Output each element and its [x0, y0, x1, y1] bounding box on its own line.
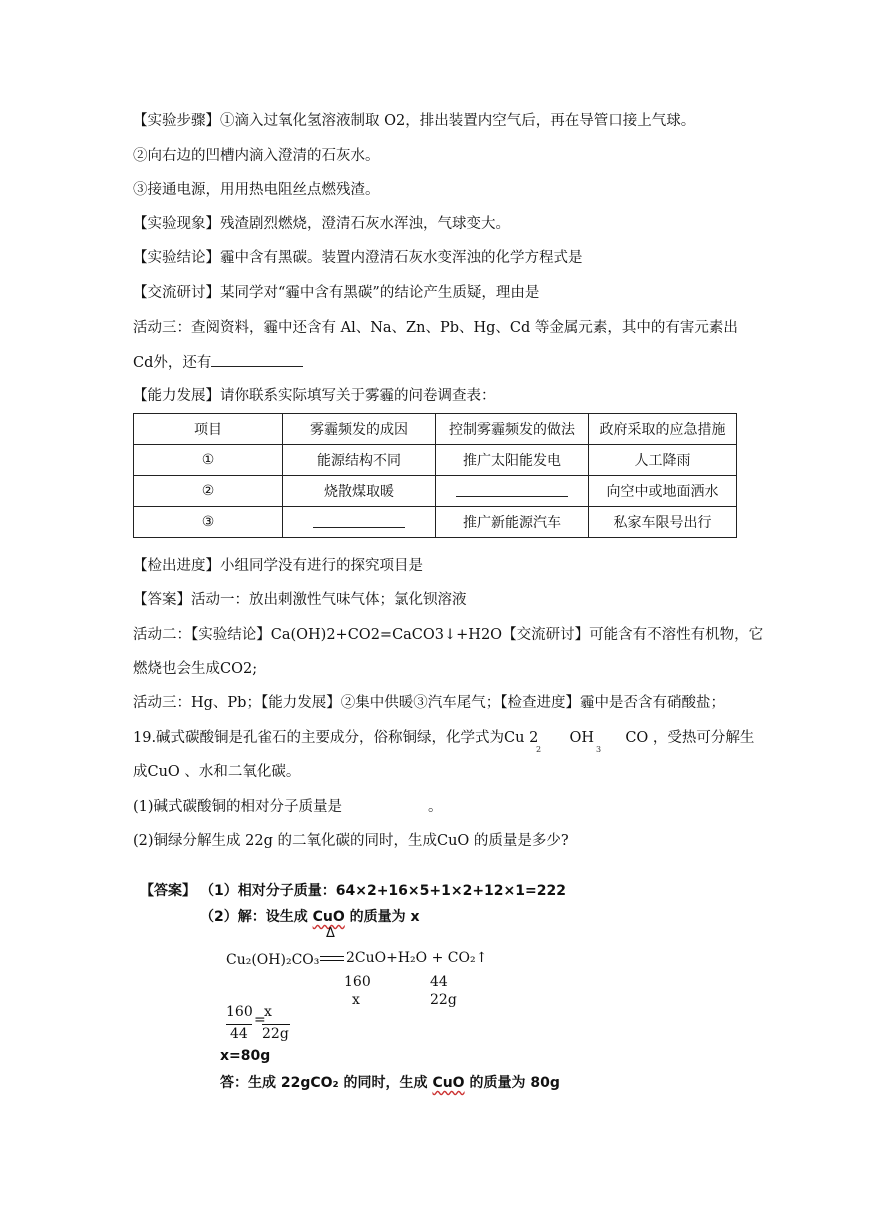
fraction-denominator: 44 — [230, 1026, 248, 1042]
text-line: 【实验步骤】①滴入过氧化氢溶液制取 O2，排出装置内空气后，再在导管口接上气球。 — [133, 113, 696, 129]
text-line — [133, 797, 443, 817]
variable: x — [352, 992, 360, 1008]
answer-label: 【答案】 — [140, 883, 196, 899]
table-cell: 向空中或地面洒水 — [589, 476, 737, 507]
molar-mass: 44 — [430, 974, 448, 990]
text-segment: Cd外，还有 — [133, 355, 212, 371]
text-segment: OH — [569, 730, 595, 746]
table-header-cell: 项目 — [134, 414, 283, 445]
survey-table — [133, 413, 737, 538]
text-line: 成CuO 、水和二氧化碳。 — [133, 764, 301, 780]
text-segment: 19.碱式碳酸铜是孔雀石的主要成分，俗称铜绿，化学式为Cu 2 — [133, 730, 539, 746]
answer-blank — [211, 352, 303, 367]
table-header-cell: 控制雾霾频发的做法 — [436, 414, 589, 445]
table-cell: ① — [134, 445, 283, 476]
table-cell — [283, 507, 436, 538]
conclusion — [220, 1072, 560, 1092]
text-line: 【实验结论】霾中含有黑碳。装置内澄清石灰水变浑浊的化学方程式是 — [133, 250, 583, 266]
equation-left: Cu₂(OH)₂CO₃ — [226, 952, 320, 968]
answer-line: （1）相对分子质量：64×2+16×5+1×2+12×1=222 — [200, 883, 566, 899]
table-cell: 烧散煤取暖 — [283, 476, 436, 507]
answer-image — [130, 872, 570, 1097]
table-header-row — [134, 414, 737, 445]
result: x=80g — [220, 1048, 271, 1064]
text-segment: （2）解：设生成 — [200, 909, 313, 925]
text-segment: 的质量为 80g — [464, 1075, 560, 1091]
equation-right: 2CuO+H₂O + CO₂↑ — [346, 950, 488, 966]
answer-line — [200, 906, 420, 926]
table-row — [134, 445, 737, 476]
text-segment: (1)碱式碳酸铜的相对分子质量是 — [133, 799, 343, 815]
answer-blank — [456, 482, 568, 497]
text-line: 【答案】活动一：放出刺激性气味气体；氯化钡溶液 — [133, 592, 467, 608]
text-line: 活动三：查阅资料，霾中还含有 Al、Na、Zn、Pb、Hg、Cd 等金属元素，其中的有害元素出 — [133, 320, 738, 336]
fraction-bar — [262, 1024, 290, 1025]
subscript: 3 — [596, 745, 602, 754]
text-line: 【能力发展】请你联系实际填写关于雾霾的问卷调查表： — [133, 388, 496, 404]
text-line — [133, 728, 754, 748]
table-header-cell: 雾霾频发的成因 — [283, 414, 436, 445]
table-cell: 推广太阳能发电 — [436, 445, 589, 476]
table-cell: ③ — [134, 507, 283, 538]
table-cell: 推广新能源汽车 — [436, 507, 589, 538]
table-row — [134, 507, 737, 538]
delta-symbol: Δ — [326, 926, 335, 941]
text-segment: CuO — [432, 1075, 465, 1091]
table-cell: 人工降雨 — [589, 445, 737, 476]
text-segment: CO ，受热可分解生 — [625, 730, 755, 746]
text-line: (2)铜绿分解生成 22g 的二氧化碳的同时，生成CuO 的质量是多少? — [133, 833, 569, 849]
subscript: 2 — [536, 745, 542, 754]
text-line: 【实验现象】残渣剧烈燃烧，澄清石灰水浑浊，气球变大。 — [133, 216, 510, 232]
table-row — [134, 476, 737, 507]
molar-mass: 160 — [344, 974, 371, 990]
table-header-cell: 政府采取的应急措施 — [589, 414, 737, 445]
text-line — [133, 352, 303, 373]
text-segment: CuO — [312, 909, 345, 925]
table-cell — [436, 476, 589, 507]
text-line: 【交流研讨】某同学对“霾中含有黑碳”的结论产生质疑，理由是 — [133, 285, 540, 301]
text-line: 活动三：Hg、Pb；【能力发展】②集中供暖③汽车尾气；【检查进度】霾中是否含有硝酸盐； — [133, 695, 725, 711]
text-segment: 答：生成 22gCO₂ 的同时，生成 — [220, 1075, 433, 1091]
variable: 22g — [430, 992, 457, 1008]
equals-sign: = — [254, 1012, 266, 1028]
text-line: 活动二：【实验结论】Ca(OH)2+CO2=CaCO3↓+H2O【交流研讨】可能含有不溶性有机物，它 — [133, 627, 764, 643]
fraction-denominator: 22g — [262, 1026, 289, 1042]
table-cell: 私家车限号出行 — [589, 507, 737, 538]
text-line: ③接通电源，用用热电阻丝点燃残渣。 — [133, 182, 380, 198]
text-segment: 。 — [428, 799, 443, 815]
table-cell: ② — [134, 476, 283, 507]
answer-blank — [313, 513, 405, 528]
fraction-bar — [226, 1024, 252, 1025]
text-line: 燃烧也会生成CO2; — [133, 661, 258, 677]
fraction-numerator: 160 — [226, 1004, 253, 1020]
fraction-numerator: x — [264, 1004, 272, 1020]
text-segment: 的质量为 x — [344, 909, 420, 925]
table-cell: 能源结构不同 — [283, 445, 436, 476]
text-line: 【检出进度】小组同学没有进行的探究项目是 — [133, 558, 423, 574]
equation-arrow — [320, 956, 344, 961]
text-line: ②向右边的凹槽内滴入澄清的石灰水。 — [133, 148, 380, 164]
